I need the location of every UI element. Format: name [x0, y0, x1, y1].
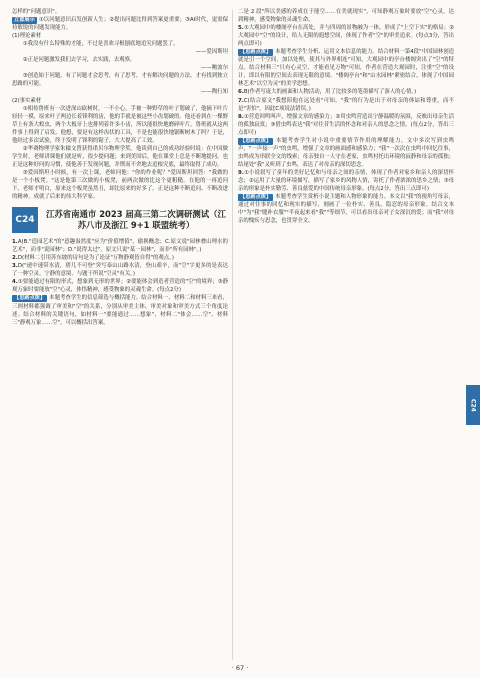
fact-1: ①相传鲁班有一次进深山砍树时，一不小心，手被一种野草的叶子划破了，他摘下叶片轻轻一摸，原来叶子两边长着锋利的齿，他的手就是被这些小齿划破的。他还看到在一棵野草上有条大蝗虫，两个大板牙上也排列着许多小齿，所以能很快地磨碎叶片。鲁班就从这两件事上得到了启发。他想，要是有这样齿状的工具，不是也能很快地锯断树木了吗？于是，他经过多次试验，终于发明了锋利的锯子，大大提高了工效。: [12, 105, 228, 144]
analysis-badge: 【思路点拨】: [240, 137, 272, 144]
analysis-4: 【思路点拨】 本题考查学生赏析小说主题和人物形象的能力。本文以"我"的视角写母亲，通过对往事的回忆和现实的描写，刻画了一位朴实、善良、隐忍的母亲形象。结合文本中"为"我"缝补衣服""半夜起来看"我""等细节，可以看出母亲对子女深沉的爱；而"我"对母亲的愧疚与思念，也贯穿全文。: [238, 194, 454, 225]
quote-3-source: ——陶行知: [201, 89, 228, 96]
fact-head: (2)事实素材: [12, 97, 42, 104]
analysis-badge: 【思路点拨】: [14, 295, 46, 302]
right-column: [238, 8, 454, 225]
quote-1: ①我没有什么特殊的才能，不过是喜欢寻根刨底地追究问题罢了。: [22, 41, 179, 48]
answer-9: 9.①小说叙写了童年的美好记忆和与母亲之间的亲情，体现了作者对家乡和亲人的深切怀念；②运用了大量的环境描写，描写了家乡的风物人情，寄托了作者浓浓的思乡之情；③母亲的形象是朴实勤劳、善良慈爱的中国传统母亲形象。(每点2分，答出三点即可): [238, 169, 454, 193]
quote-1-source: ——爱因斯坦: [195, 49, 228, 56]
answer-4: 4.①要能通过有限的形式，想象到无形的世界；②要能体会到造者营造的"空"的境界；③静观万象时要能放"空"心灵，体悟精神，感受物象的灵魂生命。(每点2分): [12, 279, 228, 294]
quote-2: ②正是问题激发我们去学习，去实践，去观察。: [22, 57, 136, 64]
answer-8: 8.①营造回鸣叫声，增强文章的感染力；②用虫鸣营造出宁静温暖的氛围，反映出母亲生活的孤独寂寞；③借虫鸣表达"我"对往昔生活的怀念和对亲人的思念之情。(每点2分，答出三点即可): [238, 113, 454, 136]
analysis-1: 【思路点拨】 本题考查学生的信息筛选与概括能力。结合材料一、材料二和材料三来看，三则材料都强调了审美和"空"的关系，分别从审美主体、审美对象和审美方式三个角度论述。结合材料的关键语句，如材料一"要能通过……想象"、材料二"体会……空"、材料三"静观万象……空"，可以概括出答案。: [12, 295, 228, 326]
answer-5: 5.①大观园中的楼阁亭台在高处，并与四周的景物融为一体，形成了"上空下实"的格局；②大观园中"空"的设计，给人无限的遐想空间，体现了作者"空"的审美追求。(每点3分，答出两点即可): [238, 25, 454, 48]
thesis-label: 立意展示: [14, 17, 35, 24]
analysis-2: 【思路点拨】 本题考查学生分析、运用文本信息的能力。结合材料一第4段"中国园林创造就是引一个空间，加以处理，使其与外界相连"可知，大观园中的亭台楼阁突出了"空"的特点。结合材料三"只有心灵空，才能看见万物"可知，作者在营造大观园时，注重"空"的设计，即以有限的空间去表现无限的意境。"楼阁亭台"和"山水园林"紧密结合，体现了中国园林艺术"以空为灵"的美学思想。: [238, 49, 454, 88]
section-title: 江苏省南通市 2023 届高三第二次调研测试（江苏八市及浙江 9+1 联盟统考）: [46, 209, 226, 231]
quote-2-source: ——鲍波尔: [201, 65, 228, 72]
page-number: · 67 ·: [231, 664, 249, 672]
fact-3: ③爱因斯坦小时候，有一次上课，老师问他："你的作业呢？"爱因斯坦回答："我做的是一个小板凳。"这是他第三次做的小板凳，前两次做的比这个更粗糙。在他的一再追问下，老师才明白，原来这个板凳虽然丑，却比原来的好多了。正是这种不断追问、不断改进的精神，成就了后来的伟大科学家。: [12, 169, 228, 201]
answer-6: 6.B(作者写庞大的画面和人物活动，用了比较多的笔墨描写了游人的心情。): [238, 89, 417, 96]
intro-text: 怎样的"问题意识"。: [12, 9, 61, 15]
answer-3: 3.D("递中速带水清，碧几不可登"突写泰山山路水清，登山艰辛，而"空"字更多的是表达了一种空灵、宁静的意境，与题干所说"空灵"有关。): [12, 263, 228, 278]
para-1: 二是 2 段"所以美感的养成在于能空……在美就现实"，可知静观万象时要放"空"心灵，达到精神，感受物象的灵魂生命。: [238, 9, 454, 24]
section-header: [12, 207, 228, 233]
quote-3: ③创造始于问题，有了问题才会思考，有了思考，才有解决问题的方法，才有找到独立思路的可能。: [12, 73, 228, 88]
answer-7: 7.C(结合原文"我想陪他在远处看"可知，"我"的行为是出于对母亲的体谅和尊重，而不是"害怕"，因此C项说法错误。): [238, 97, 454, 112]
side-tab: C24: [466, 385, 480, 425]
material-head: (1)理论素材: [12, 33, 42, 40]
thesis-text: ①以问题意识启发创新人生；②提出问题比得到答案更重要；③AI时代，更需保持敏锐的问题发现能力。: [12, 17, 228, 32]
analysis-badge: 【思路点拨】: [240, 194, 272, 201]
analysis-badge: 【思路点拨】: [240, 49, 272, 56]
fact-2: ②华裔物理学家朱棣文曾获得诺贝尔物理学奖。他谈到自己的成功经验时说：在中国做学生时，老师讲课他们就是听，很少提问题；来到美国后，他在课堂上总是不断地提问。也正是这种好问的习惯，使他善于发现问题，并锲而不舍地去追根究底，最终取得了成功。: [12, 145, 228, 168]
answer-2: 2.D(材料二引用苏东坡的诗句是为了论证"万物静观皆自得"的观点。): [12, 255, 174, 262]
column-divider: [232, 10, 233, 660]
answer-1: 1.A(B."造园艺术"的"意趣盎然度"应为"价值增值"，偷换概念；C.原文说"园林叠山理水的艺术"，而非"说园林"；D."说得太过"，原文只说"某一园林"，而非"所有园林"。): [12, 239, 228, 254]
section-code: C24: [12, 207, 38, 233]
analysis-3: 【思路点拨】 本题考查学生对小说中重要情节作用的理解能力。文中多次写到虫鸣声，"一声接一声"的虫鸣，增强了文章的画面感和感染力；"我"一次次在虫鸣中回忆往事，虫鸣成为串联全文的线索；母亲独自一人守在老家，虫鸣衬托出环境的寂静和母亲的孤独；结尾处"我"又听到了虫鸣，表达了对母亲的深切思念。: [238, 137, 454, 168]
left-column: [12, 8, 228, 327]
